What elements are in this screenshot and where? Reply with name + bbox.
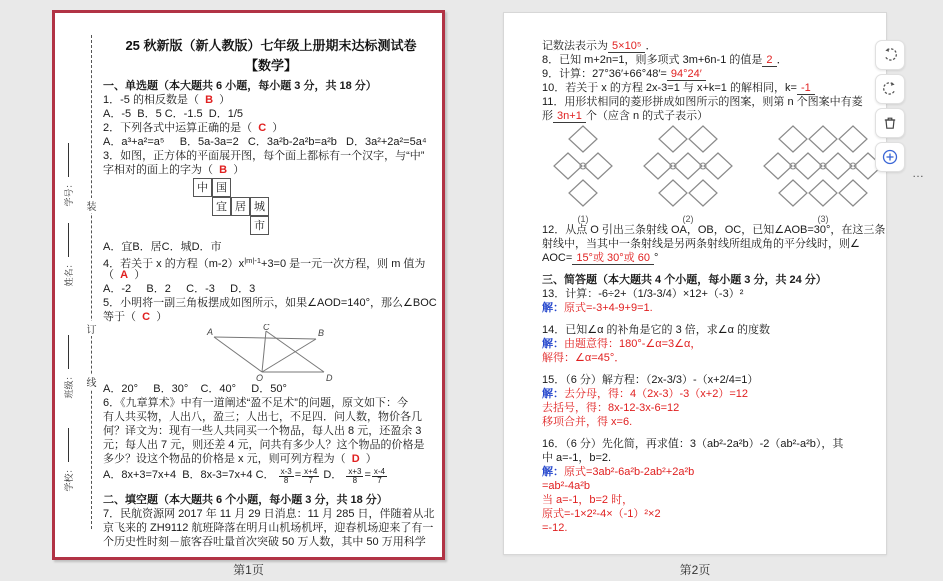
text-line: 5．小明将一副三角板摆成如图所示，如果∠AOD=140°，那么∠BOC bbox=[103, 297, 437, 309]
text-line bbox=[542, 315, 868, 323]
trash-icon bbox=[882, 115, 898, 131]
text-line: 11．用形状相同的菱形拼成如图所示的图案，则第 n 个图案中有菱 bbox=[542, 96, 863, 108]
pattern-group-label: (2) bbox=[682, 214, 694, 224]
binding-char: 订 bbox=[85, 321, 98, 336]
text-line: A．-2 B．2 C．-3 D．3 bbox=[103, 283, 256, 295]
text-line: 一、单选题（本大题共 6 小题，每小题 3 分，共 18 分） bbox=[103, 80, 377, 92]
text-line bbox=[542, 365, 868, 373]
text-line: 二、填空题（本大题共 6 个小题，每小题 3 分，共 18 分） bbox=[103, 494, 388, 506]
text-line: 去括号，得：8x-12-3x-6=12 bbox=[542, 402, 680, 414]
text-line bbox=[542, 429, 868, 437]
svg-text:A: A bbox=[207, 327, 214, 337]
rhombus-pattern-group bbox=[762, 123, 884, 224]
text-line: A．宜B．居C．城D．市 bbox=[103, 241, 222, 253]
question-block-4 bbox=[542, 39, 868, 123]
pattern-ellipsis: … bbox=[912, 166, 924, 180]
text-line: 解：去分母，得：4（2x-3）-3（x+2）=12 bbox=[542, 388, 748, 400]
text-line bbox=[103, 485, 439, 493]
text-line: 当 a=-1，b=2 时， bbox=[542, 494, 634, 506]
cube-net-cell: 市 bbox=[250, 216, 269, 235]
svg-text:C: C bbox=[263, 324, 270, 332]
page-1-content bbox=[103, 35, 439, 549]
margin-field: 学号： bbox=[62, 131, 76, 219]
page-1-label: 第1页 bbox=[233, 563, 264, 577]
binding-dashed-line bbox=[91, 35, 92, 529]
text-line: 记数法表示为 5×10⁵ ． bbox=[542, 40, 657, 52]
svg-text:B: B bbox=[318, 328, 325, 338]
binding-char: 线 bbox=[85, 374, 98, 389]
text-line: 三、简答题（本大题共 4 个小题，每小题 3 分，共 24 分） bbox=[542, 274, 827, 286]
text-line: AOC= 15°或 30°或 60 ° bbox=[542, 252, 659, 264]
page-2-content bbox=[542, 39, 924, 535]
add-circle-icon bbox=[881, 148, 899, 166]
cube-net-cell: 中 bbox=[193, 178, 212, 197]
rotate-right-icon bbox=[882, 81, 898, 97]
text-line: 多少？设这个物品的价格是 x 元，则可列方程为（ D ） bbox=[103, 453, 377, 465]
margin-field: 班级： bbox=[62, 323, 76, 411]
text-line: 8．已知 m+2n=1，则多项式 3m+6n-1 的值是 2 ． bbox=[542, 54, 788, 66]
text-line: 元；每人出 7 元，则还差 4 元，问共有多少人？这个物品的价格是 bbox=[103, 439, 425, 451]
text-line: 字相对的面上的字为（ B ） bbox=[103, 164, 245, 176]
cube-net-cell: 国 bbox=[212, 178, 231, 197]
text-line bbox=[542, 265, 868, 273]
binding-char: 装 bbox=[85, 198, 98, 213]
pattern-group-label: (3) bbox=[817, 214, 829, 224]
text-line: 京飞来的 ZH9112 航班降落在明月山机场机坪，迎春机场迎来了有一 bbox=[103, 522, 434, 534]
text-line: 4．若关于 x 的方程$(m-2)x^{|m|-1}+3=0$ 是一元一次方程，则 m 值为 bbox=[103, 256, 426, 270]
rotate-right-button[interactable] bbox=[875, 74, 905, 104]
text-line: 9．计算：27°36′+66°48′= 94°24′ bbox=[542, 68, 705, 80]
text-line: 解：原式=3ab²-6a²b-2ab²+2a²b bbox=[542, 466, 695, 478]
text-line: 15．（6 分）解方程：（2x-3/3）-（x+2/4=1） bbox=[542, 374, 759, 386]
margin-field: 姓名： bbox=[62, 211, 76, 299]
cube-net-cell: 居 bbox=[231, 197, 250, 216]
rhombus-pattern-diagram bbox=[542, 123, 924, 224]
text-line: 7．民航资源网 2017 年 11 月 29 日消息：11 月 285 日，伴随着从北 bbox=[103, 508, 435, 520]
text-line: （ A ） bbox=[103, 269, 146, 281]
text-line: =-12. bbox=[542, 522, 568, 534]
text-line: 个历史性时刻－旅客吞吐量首次突破 50 万人数，其中 50 万用科学 bbox=[103, 536, 426, 548]
text-line: 中 a=-1，b=2. bbox=[542, 452, 612, 464]
exam-subtitle: 【数学】 bbox=[244, 58, 297, 73]
text-line: 等于（ C ） bbox=[103, 311, 168, 323]
text-line: 12．从点 O 引出三条射线 OA，OB，OC，已知∠AOB=30°，在这三条 bbox=[542, 224, 886, 236]
svg-text:O: O bbox=[256, 373, 264, 382]
triangle-ruler-diagram bbox=[206, 324, 336, 382]
rhombus-pattern-group bbox=[642, 123, 734, 224]
text-line: 13．计算：-6÷2+（1/3-3/4）×12+（-3）² bbox=[542, 288, 744, 300]
exam-page-2[interactable] bbox=[503, 12, 924, 555]
text-line: 解：由题意得：180°-∠α=3∠α， bbox=[542, 338, 702, 350]
exam-page-1[interactable] bbox=[52, 10, 445, 560]
text-line: 16．（6 分）先化简，再求值：3（ab²-2a²b）-2（ab²-a²b），其 bbox=[542, 438, 844, 450]
text-line: 2．下列各式中运算正确的是（ C ） bbox=[103, 122, 284, 134]
question-block-2 bbox=[103, 240, 439, 324]
text-line: 射线中，当其中一条射线是另两条射线所组成角的平分线时，则∠ bbox=[542, 238, 860, 250]
cube-net-cell: 城 bbox=[250, 197, 269, 216]
text-line: 形 3n+1 个（应含 n 的式子表示） bbox=[542, 110, 709, 122]
text-line: A．8x+3=7x+4 B．8x-3=7x+4 C． $\frac{x-3}{8}$ = $\frac{x+4}{7}$ D． $\frac{x+3}{8}$ = $\frac{x-4}{7}$ bbox=[103, 467, 386, 485]
page-2-label: 第2页 bbox=[679, 563, 711, 577]
text-line: 解：原式=-3+4-9+9=1. bbox=[542, 302, 653, 314]
question-block-1 bbox=[103, 79, 439, 177]
text-line: 移项合并，得 x=6. bbox=[542, 416, 633, 428]
text-line: 何？译文为：现有一些人共同买一个物品，每人出 8 元，还盈余 3 bbox=[103, 425, 422, 437]
cube-net-diagram bbox=[193, 178, 273, 238]
rhombus-pattern-group bbox=[552, 123, 614, 224]
rotate-left-icon bbox=[882, 47, 898, 63]
text-line: A．20° B．30° C．40° D．50° bbox=[103, 383, 287, 395]
exam-title: 25 秋新版（新人教版）七年级上册期末达标测试卷 bbox=[125, 38, 417, 53]
delete-page-button[interactable] bbox=[875, 108, 905, 138]
text-line: 3．如图，正方体的平面展开图，每个面上都标有一个汉字，与“中” bbox=[103, 150, 425, 162]
text-line: A．-5 B．5 C．-1.5 D．1/5 bbox=[103, 108, 243, 120]
rotate-left-button[interactable] bbox=[875, 40, 905, 70]
margin-field: 学校： bbox=[62, 416, 76, 504]
cube-net-cell: 宜 bbox=[212, 197, 231, 216]
question-block-5 bbox=[542, 223, 886, 535]
text-line: 原式=-1×2²-4×（-1）²×2 bbox=[542, 508, 661, 520]
text-line: 10．若关于 x 的方程 2x-3=1 与 x+k=1 的解相同，k= -1 bbox=[542, 82, 814, 94]
text-line: 14．已知∠α 的补角是它的 3 倍，求∠α 的度数 bbox=[542, 324, 771, 336]
text-line: 有人共买物，人出八，盈三；人出七，不足四．问人数，物价各几 bbox=[103, 411, 422, 423]
text-line: 解得：∠α=45°． bbox=[542, 352, 626, 364]
text-line: 6．《九章算术》中有一道阐述“盈不足术”的问题，原文如下：今 bbox=[103, 397, 408, 409]
svg-text:D: D bbox=[326, 373, 333, 382]
text-line: =ab²-4a²b bbox=[542, 480, 591, 492]
question-block-3 bbox=[103, 382, 439, 549]
pattern-group-label: (1) bbox=[577, 214, 589, 224]
add-page-button[interactable] bbox=[875, 142, 905, 172]
text-line: A．a³+a²=a⁵ B．5a-3a=2 C．3a²b-2a²b=a²b D．3a²+2a²=5a⁴ bbox=[103, 136, 427, 148]
text-line: 1．-5 的相反数是（ B ） bbox=[103, 94, 231, 106]
